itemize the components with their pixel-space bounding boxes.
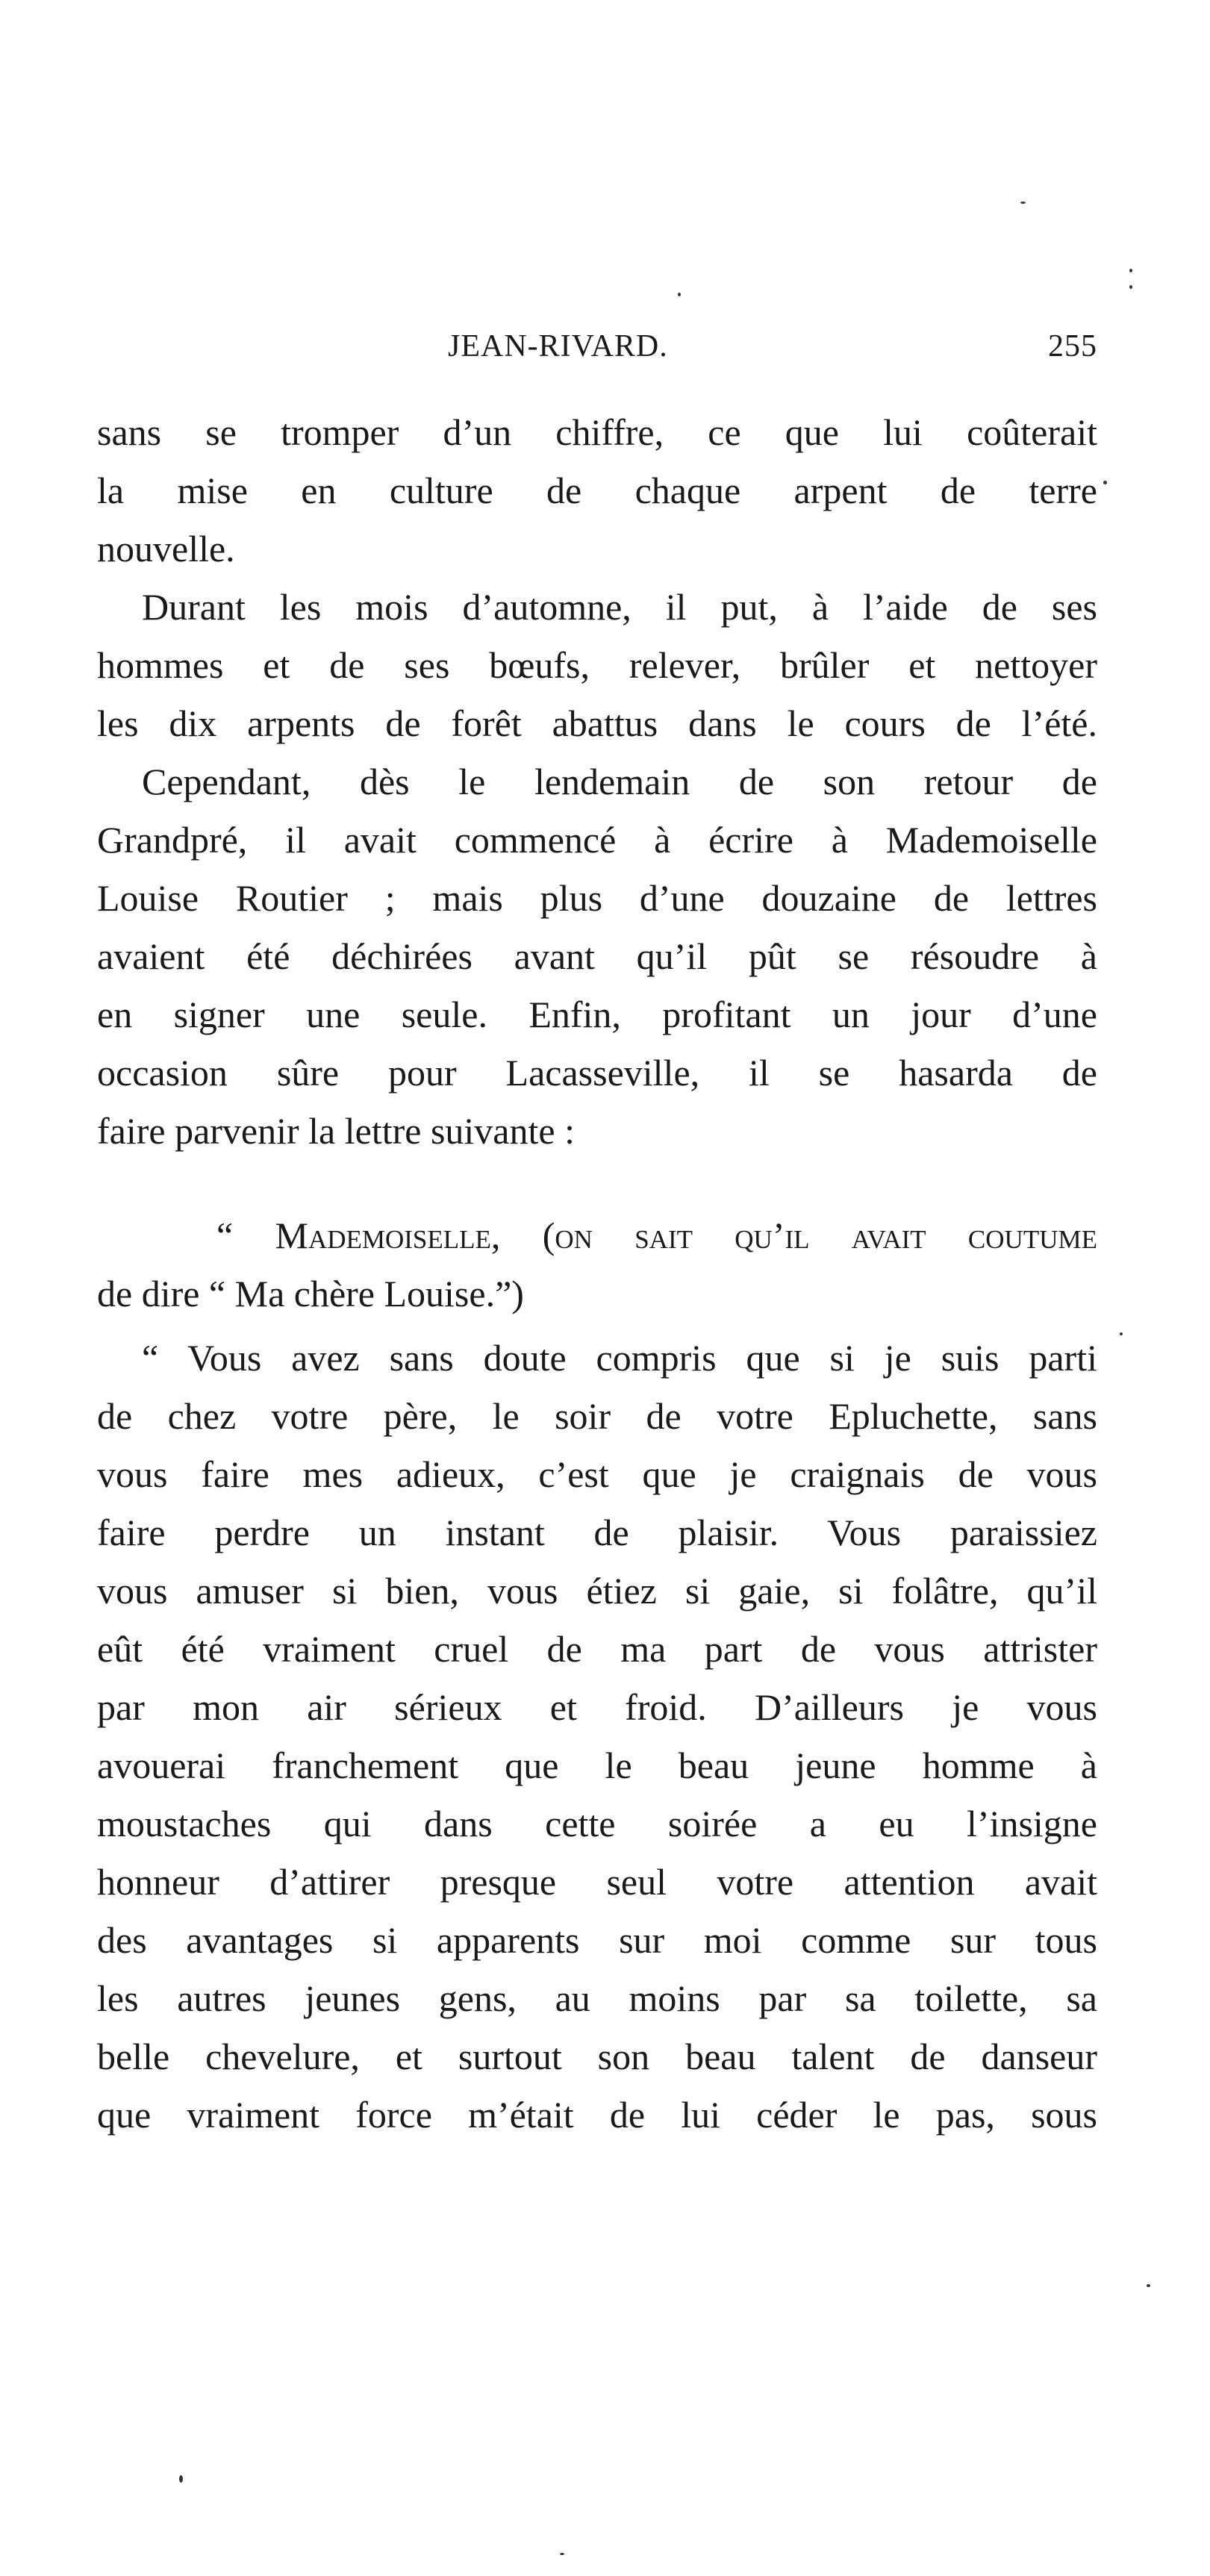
paragraph bbox=[97, 578, 1097, 752]
running-head: JEAN-RIVARD. bbox=[448, 329, 668, 364]
text-line: Cependant, dès le lendemain de son retour de bbox=[142, 761, 1097, 802]
scan-speck bbox=[1147, 2284, 1150, 2287]
scan-speck bbox=[1120, 1332, 1123, 1335]
text-line: les autres jeunes gens, au moins par sa toilette, sa bbox=[97, 1977, 1097, 2019]
text-line: faire parvenir la lettre suivante : bbox=[97, 1110, 575, 1152]
text-line: Grandpré, il avait commencé à écrire à Mademoiselle bbox=[97, 819, 1097, 861]
text-line: nouvelle. bbox=[97, 528, 235, 570]
text-line: belle chevelure, et surtout son beau talent de danseur bbox=[97, 2036, 1097, 2077]
spacer bbox=[97, 1160, 1097, 1206]
letter-body bbox=[97, 1329, 1097, 2144]
scan-speck bbox=[560, 2553, 564, 2555]
text-line: les dix arpents de forêt abattus dans le cours de l’été. bbox=[97, 702, 1097, 744]
letter-salutation bbox=[97, 1206, 1097, 1323]
text-line: avaient été déchirées avant qu’il pût se résoudre à bbox=[97, 935, 1097, 977]
text-line: sans se tromper d’un chiffre, ce que lui coûterait bbox=[97, 411, 1097, 453]
scan-speck bbox=[179, 2475, 183, 2483]
page-header bbox=[97, 321, 1097, 373]
text-line: par mon air sérieux et froid. D’ailleurs je vous bbox=[97, 1686, 1097, 1728]
text-line: vous amuser si bien, vous étiez si gaie, si folâtre, qu’il bbox=[97, 1570, 1097, 1612]
text-line: de dire “ Ma chère Louise.”) bbox=[97, 1273, 524, 1314]
text-line: que vraiment force m’était de lui céder le pas, sous bbox=[97, 2094, 1097, 2136]
text-line: eût été vraiment cruel de ma part de vous attrister bbox=[97, 1628, 1097, 1670]
scan-speck bbox=[1129, 285, 1132, 289]
text-line: honneur d’attirer presque seul votre attention avait bbox=[97, 1861, 1097, 1903]
paragraph bbox=[97, 403, 1097, 578]
scan-speck bbox=[1103, 481, 1107, 484]
text-line: la mise en culture de chaque arpent de terre bbox=[97, 470, 1097, 511]
page-number: 255 bbox=[1048, 329, 1097, 364]
text-line: en signer une seule. Enfin, profitant un jour d’une bbox=[97, 994, 1097, 1035]
text-line: avouerai franchement que le beau jeune homme à bbox=[97, 1744, 1097, 1786]
text-line: Durant les mois d’automne, il put, à l’aide de ses bbox=[142, 586, 1097, 628]
text-line: “ Vous avez sans doute compris que si je suis parti bbox=[142, 1337, 1097, 1379]
scan-speck bbox=[1129, 269, 1132, 272]
text-line: moustaches qui dans cette soirée a eu l’insigne bbox=[97, 1803, 1097, 1844]
text-line: faire perdre un instant de plaisir. Vous paraissiez bbox=[97, 1512, 1097, 1553]
paragraph bbox=[97, 752, 1097, 1160]
text-line: des avantages si apparents sur moi comme sur tous bbox=[97, 1919, 1097, 1961]
text-line: occasion sûre pour Lacasseville, il se hasarda de bbox=[97, 1052, 1097, 1094]
text-line: “ Mademoiselle, (on sait qu’il avait coutume bbox=[216, 1214, 1097, 1256]
text-line: Louise Routier ; mais plus d’une douzaine de lettres bbox=[97, 877, 1097, 919]
scan-speck bbox=[1020, 202, 1026, 204]
body-text bbox=[97, 403, 1097, 2144]
scan-speck bbox=[678, 293, 681, 296]
text-line: vous faire mes adieux, c’est que je craignais de vous bbox=[97, 1453, 1097, 1495]
text-line: de chez votre père, le soir de votre Epluchette, sans bbox=[97, 1395, 1097, 1437]
text-line: hommes et de ses bœufs, relever, brûler et nettoyer bbox=[97, 644, 1097, 686]
